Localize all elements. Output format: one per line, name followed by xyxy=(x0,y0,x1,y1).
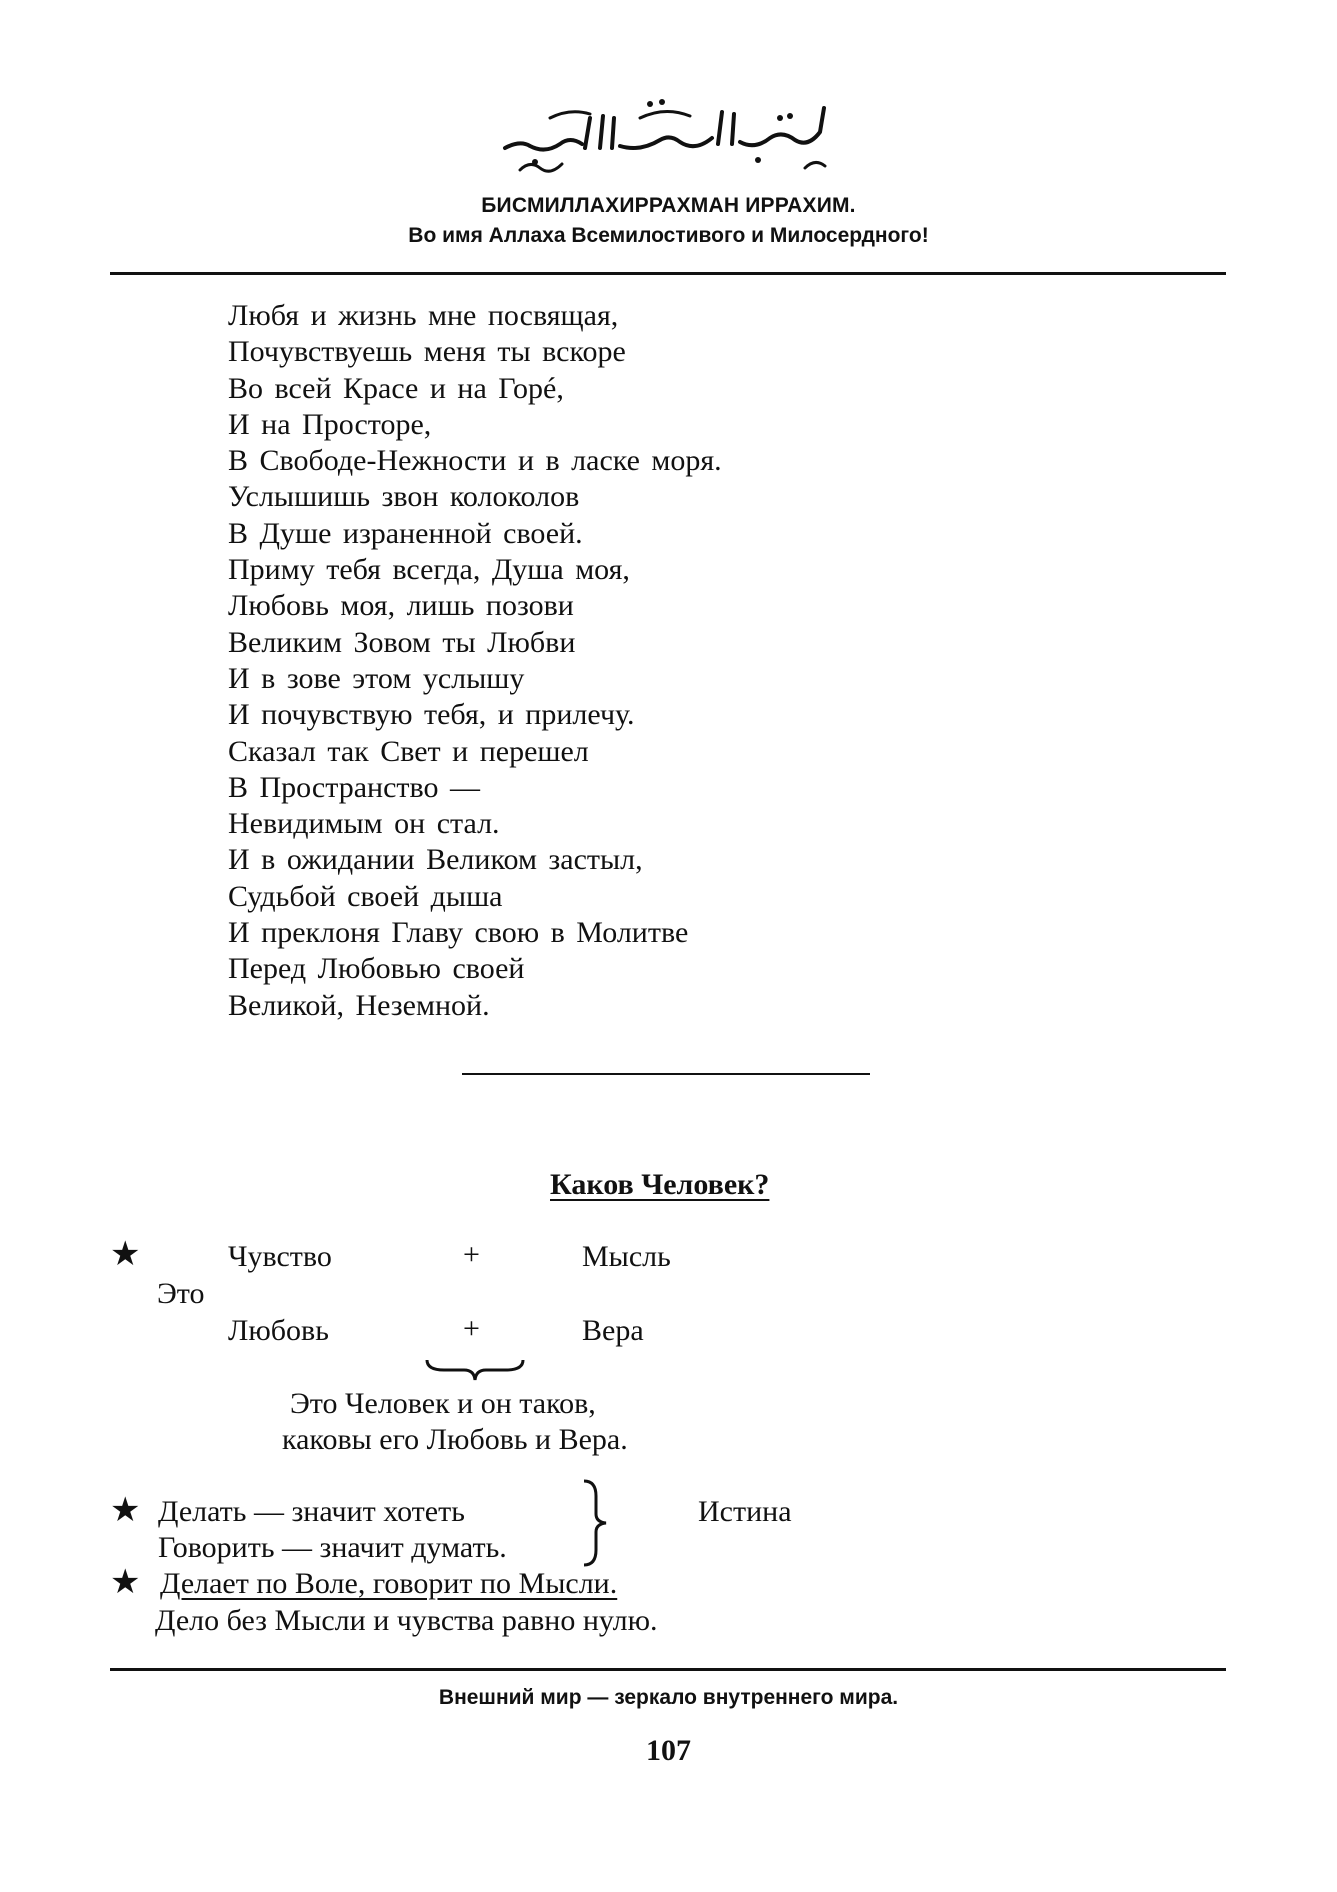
poem-line: И почувствую тебя, и прилечу. xyxy=(228,698,635,732)
poem-line: Судьбой своей дыша xyxy=(228,879,503,913)
poem-line: Во всей Красе и на Горé, xyxy=(228,371,564,405)
poem-line: И в зове этом услышу xyxy=(228,661,525,695)
zero-line: Дело без Мысли и чувства равно нулю. xyxy=(155,1604,658,1637)
poem-line: Любя и жизнь мне посвящая, xyxy=(228,299,619,332)
poem-line: И преклоня Главу свою в Молитве xyxy=(228,916,689,950)
section-title: Каков Человек? xyxy=(550,1168,770,1201)
right-brace-icon xyxy=(578,1478,608,1568)
bottom-divider xyxy=(110,1668,1226,1671)
poem-line: Сказал так Свет и перешел xyxy=(228,734,589,768)
curly-brace-icon xyxy=(424,1356,526,1382)
poem xyxy=(228,298,722,1024)
poem-line: Великим Зовом ты Любви xyxy=(228,625,576,659)
star-bullet-icon: ★ xyxy=(110,1564,141,1601)
poem-line: И в ожидании Великом застыл, xyxy=(228,843,643,877)
poem-line: И на Просторе, xyxy=(228,407,432,441)
conclusion-line-2: каковы его Любовь и Вера. xyxy=(282,1423,628,1456)
plus-sign: + xyxy=(463,1312,480,1345)
top-divider xyxy=(110,272,1226,275)
will-line: Делает по Воле, говорит по Мысли. xyxy=(160,1567,618,1600)
poem-line: Любовь моя, лишь позови xyxy=(228,589,574,623)
truth-label: Истина xyxy=(698,1495,792,1528)
star-bullet-icon: ★ xyxy=(110,1492,141,1529)
poem-line: Приму тебя всегда, Душа моя, xyxy=(228,553,630,587)
eto-label: Это xyxy=(157,1277,205,1310)
poem-line: В Свободе-Нежности и в ласке моря. xyxy=(228,444,722,478)
poem-line: Перед Любовью своей xyxy=(228,952,525,986)
faith-label: Вера xyxy=(582,1314,644,1347)
do-line: Делать — значит хотеть xyxy=(158,1495,465,1528)
poem-line: Великой, Неземной. xyxy=(228,988,490,1022)
bismillah-calligraphy xyxy=(490,78,840,178)
poem-line: Услышишь звон колоколов xyxy=(228,480,580,514)
feeling-label: Чувство xyxy=(228,1240,332,1273)
conclusion-line-1: Это Человек и он таков, xyxy=(290,1387,596,1420)
thought-label: Мысль xyxy=(582,1240,671,1273)
section-divider xyxy=(462,1073,870,1075)
plus-sign: + xyxy=(463,1238,480,1271)
poem-line: Невидимым он стал. xyxy=(228,807,500,841)
footer-motto: Внешний мир — зеркало внутреннего мира. xyxy=(438,1686,899,1709)
poem-line: Почувствуешь меня ты вскоре xyxy=(228,335,626,369)
speak-line: Говорить — значит думать. xyxy=(158,1531,507,1564)
page-number: 107 xyxy=(646,1734,691,1767)
star-bullet-icon: ★ xyxy=(110,1236,141,1273)
poem-line: В Пространство — xyxy=(228,770,480,804)
poem-line: В Душе израненной своей. xyxy=(228,516,583,550)
header-translation: Во имя Аллаха Всемилостивого и Милосердного! xyxy=(408,224,929,247)
love-label: Любовь xyxy=(228,1314,329,1347)
header-bismillah-transliteration: БИСМИЛЛАХИРРАХМАН ИРРАХИМ. xyxy=(481,194,856,217)
